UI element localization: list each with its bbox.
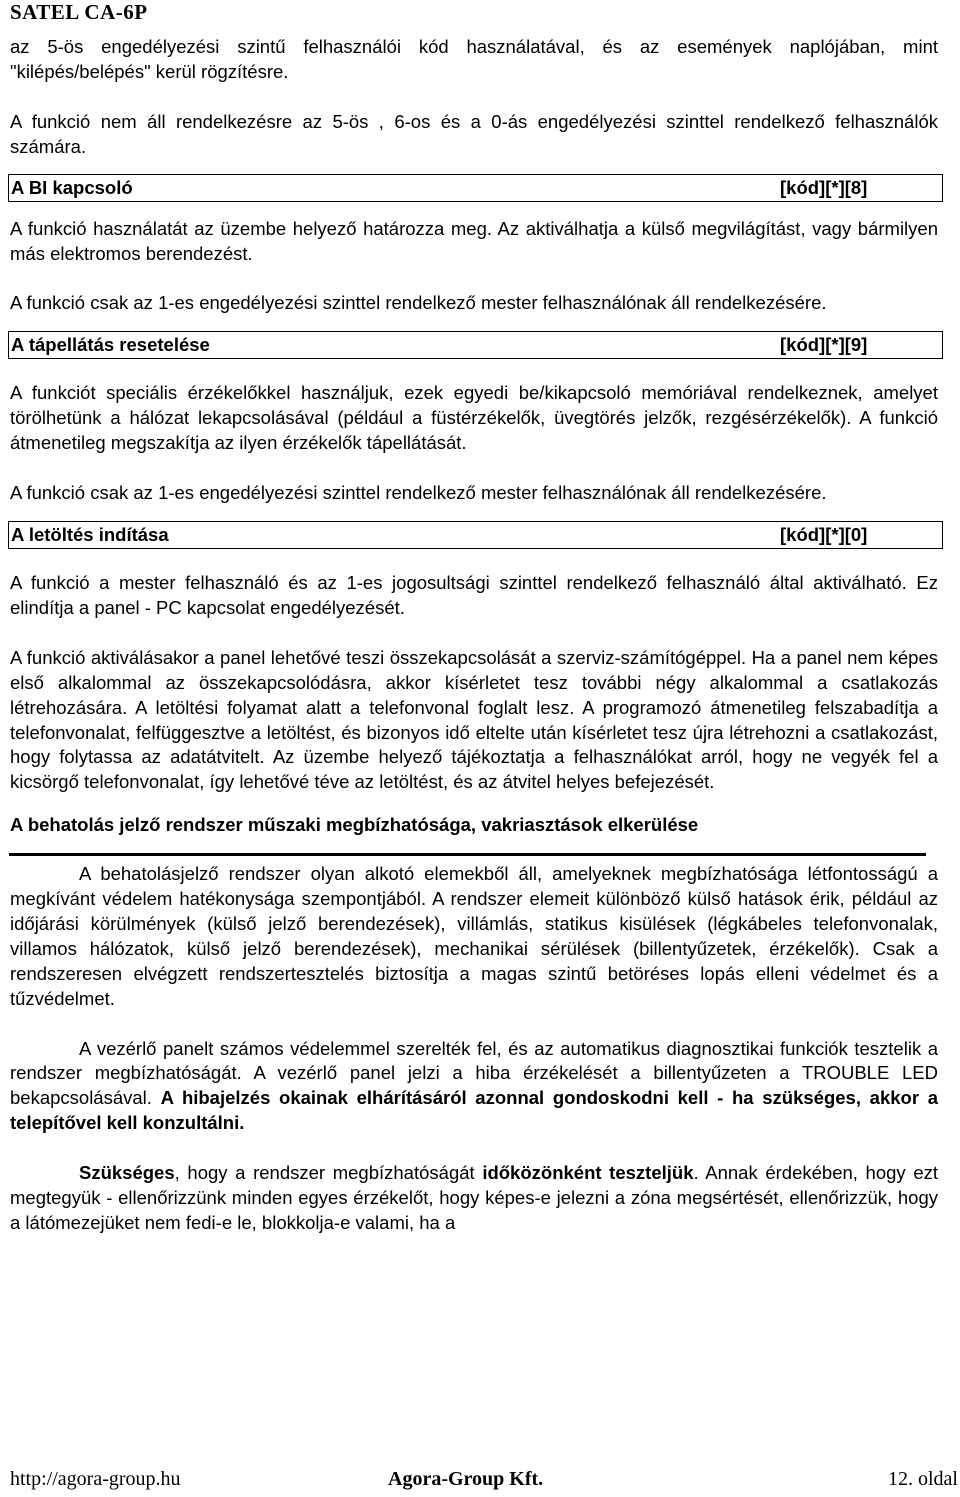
reliability-paragraph-3-emphasis-1: Szükséges	[79, 1162, 175, 1184]
reliability-paragraph-2	[10, 1037, 938, 1137]
function-box-download	[8, 521, 943, 549]
download-paragraph-2: A funkció aktiválásakor a panel lehetővé teszi összekapcsolását a szerviz-számítógéppel. Ha a panel nem képes első alkalommal az összekapcsolódásra, akkor kísérletet tesz további négy alkalommal a csatlakozás létrehozására. A letöltési folyamat alatt a telefonvonal foglalt lesz. A programozó átmenetileg felszabadítja a telefonvonalat, felfüggesztve a letöltést, és bizonyos idő eltelte után kísérletet tesz újra létrehozni a csatlakozást, hogy folytassa az adatátvitelt. Az üzembe helyező tájékoztatja a felhasználókat arról, hogy ne vegyék fel a kicsörgő telefonvonalat, így lehetővé téve az letöltést, és az átvitel helyes befejezését.	[10, 646, 938, 793]
footer-company: Agora-Group Kft.	[388, 1468, 544, 1490]
function-code-reset: [kód][*][9]	[780, 334, 868, 356]
download-paragraph-1: A funkció a mester felhasználó és az 1-es jogosultsági szinttel rendelkező felhasználó által aktiválható. Ez elindítja a panel - PC kapcsolat engedélyezését.	[10, 571, 938, 618]
document-header: SATEL CA-6P	[10, 0, 148, 24]
function-title-reset: A tápellátás resetelése	[11, 334, 210, 356]
reset-paragraph-2: A funkció csak az 1-es engedélyezési szinttel rendelkező mester felhasználónak áll rendelkezésére.	[10, 482, 827, 504]
reliability-paragraph-3	[10, 1161, 938, 1236]
horizontal-rule	[9, 853, 926, 856]
intro-paragraph-2: A funkció nem áll rendelkezésre az 5-ös , 6-os és a 0-ás engedélyezési szinttel rendelkező felhasználók számára.	[10, 110, 938, 157]
function-code-bi: [kód][*][8]	[780, 176, 868, 198]
section-title-reliability: A behatolás jelző rendszer műszaki megbízhatósága, vakriasztások elkerülése	[10, 814, 699, 836]
reliability-paragraph-2-emphasis: A hibajelzés okainak elhárításáról azonnal gondoskodni kell - ha szükséges, akkor a telepítővel kell konzultálni.	[10, 1087, 938, 1134]
reliability-paragraph-1-text: A behatolásjelző rendszer olyan alkotó elemekből áll, amelyeknek megbízhatósága létfontosságú a megkívánt védelem hatékonysága szempontjából. A rendszer elemeit különböző külső hatások érik, például az időjárási körülmények (külső jelző berendezések), villámlás, statikus kisülések (légkábeles telefonvonalak, villamos hálózatok, külső jelző berendezések), mechanikai sérülések (billentyűzetek, érzékelők). Csak a rendszeresen elvégzett rendszertesztelés biztosítja a magas szintű betöréses lopás elleni védelmet és a tűzvédelmet.	[10, 863, 938, 1009]
intro-paragraph-1: az 5-ös engedélyezési szintű felhasználói kód használatával, és az események naplójában, mint "kilépés/belépés" kerül rögzítésre.	[10, 36, 938, 82]
reliability-paragraph-3-emphasis-2: időközönként teszteljük	[482, 1162, 694, 1184]
function-title-download: A letöltés indítása	[11, 523, 169, 545]
function-box-reset	[8, 331, 943, 359]
function-box-bi	[8, 174, 943, 202]
reliability-paragraph-3-text-1: , hogy a rendszer megbízhatóságát	[174, 1162, 483, 1184]
bi-paragraph-2: A funkció csak az 1-es engedélyezési szinttel rendelkező mester felhasználónak áll rendelkezésére.	[10, 292, 827, 314]
function-title-bi: A BI kapcsoló	[11, 176, 133, 198]
reliability-paragraph-1	[10, 862, 938, 1011]
bi-paragraph-1: A funkció használatát az üzembe helyező határozza meg. Az aktiválhatja a külső megvilágítást, vagy bármilyen más elektromos berendezést.	[10, 217, 938, 264]
function-code-download: [kód][*][0]	[780, 523, 868, 545]
reliability-paragraph-3-text-2: . Annak érdekében, hogy ezt megtegyük - ellenőrizzünk minden egyes érzékelőt, hogy képes-e jelezni a zóna megsértését, ellenőrizzük, hogy a látómezejüket nem fedi-e le, blokkolja-e valami, ha a	[10, 1162, 938, 1233]
reliability-paragraph-2-text: A vezérlő panelt számos védelemmel szerelték fel, és az automatikus diagnosztikai funkciók tesztelik a rendszer megbízhatóságát. A vezérlő panel jelzi a hiba érzékelését a billentyűzeten a TROUBLE LED bekapcsolásával.	[10, 1037, 938, 1109]
footer-page-number: 12. oldal	[888, 1468, 958, 1490]
document-body	[10, 35, 938, 1236]
document-footer	[0, 1468, 960, 1496]
footer-url: http://agora-group.hu	[10, 1468, 181, 1490]
reset-paragraph-1: A funkciót speciális érzékelőkkel használjuk, ezek egyedi be/kikapcsoló memóriával rendelkeznek, amelyet törölhetünk a hálózat lekapcsolásával (például a füstérzékelők, üvegtörés jelzők, rezgésérzékelők). A funkció átmenetileg megszakítja az ilyen érzékelők tápellátását.	[10, 382, 938, 454]
